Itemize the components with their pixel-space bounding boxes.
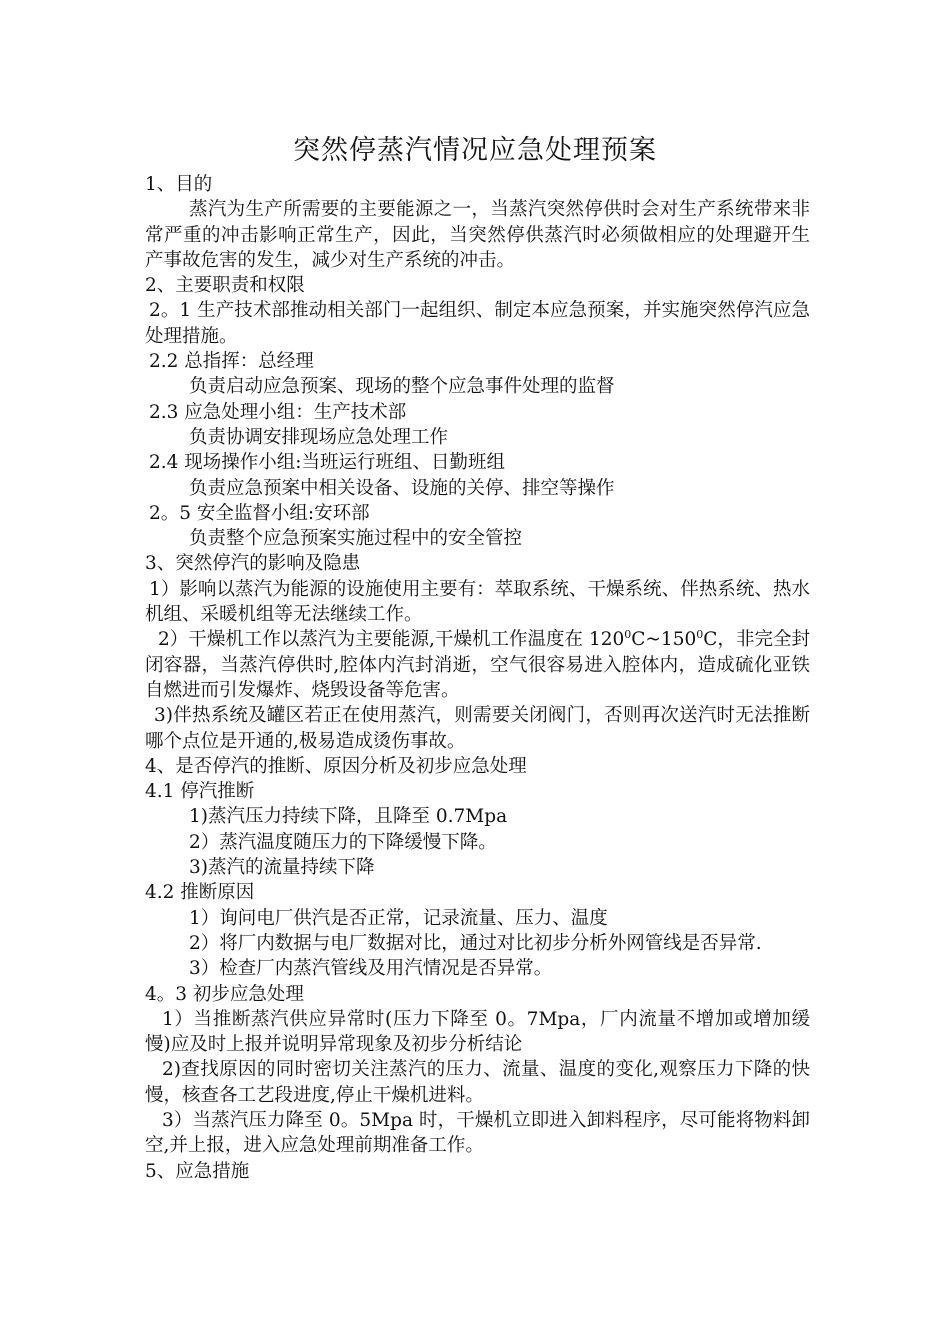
- section-2-1: 2。1 生产技术部推动相关部门一起组织、制定本应急预案，并实施突然停汽应急处理措施。: [145, 300, 810, 347]
- section-3-item-2-part-c: C，非完全封闭容器，当蒸汽停供时,腔体内汽封消逝，空气很容易进入腔体内，造成硫化亚铁自燃进而引发爆炸、烧毁设备等危害。: [145, 629, 810, 701]
- section-2-3: 2.3 应急处理小组：生产技术部: [149, 401, 407, 423]
- document-title: 突然停蒸汽情况应急处理预案: [293, 135, 657, 166]
- section-3-item-2-part-b: C~150: [631, 629, 697, 651]
- section-1-heading: 1、目的: [145, 174, 213, 195]
- section-3-item-2-part-a: 2）干燥机工作以蒸汽为主要能源,干燥机工作温度在 120: [158, 629, 625, 651]
- section-4-2-heading: 4.2 推断原因: [145, 882, 255, 904]
- section-3-item-3: 3)伴热系统及罐区若正在使用蒸汽，则需要关闭阀门，否则再次送汽时无法推断哪个点位是开通的,极易造成烫伤事故。: [145, 705, 810, 752]
- section-2-4-description: 负责应急预案中相关设备、设施的关停、排空等操作: [189, 477, 615, 499]
- section-2-4: 2.4 现场操作小组:当班运行班组、日勤班组: [149, 452, 506, 474]
- section-2-5: 2。5 安全监督小组:安环部: [149, 502, 370, 524]
- section-5-heading: 5、应急措施: [145, 1160, 250, 1182]
- section-4-3-heading: 4。3 初步应急处理: [145, 983, 304, 1005]
- section-4-3-item-1: 1）当推断蒸汽供应异常时(压力下降至 0。7Mpa，厂内流量不增加或增加缓慢)应及时上报并说明异常现象及初步分析结论: [145, 1008, 810, 1056]
- section-3-heading: 3、突然停汽的影响及隐患: [145, 553, 361, 575]
- degree-mark: 0: [624, 628, 632, 642]
- section-3-item-2: [145, 627, 810, 703]
- section-2-heading: 2、主要职责和权限: [145, 275, 305, 297]
- section-1-paragraph: 蒸汽为生产所需要的主要能源之一，当蒸汽突然停供时会对生产系统带来非常严重的冲击影响正常生产，因此，当突然停供蒸汽时必须做相应的处理避开生产事故危害的发生，减少对生产系统的冲击。: [145, 199, 810, 271]
- section-4-2-item-3: 3）检查厂内蒸汽管线及用汽情况是否异常。: [189, 958, 553, 980]
- degree-mark: 0: [696, 628, 704, 642]
- section-4-2-item-1: 1）询问电厂供汽是否正常，记录流量、压力、温度: [189, 907, 608, 929]
- section-4-heading: 4、是否停汽的推断、原因分析及初步应急处理: [145, 755, 527, 777]
- section-2-2: 2.2 总指挥：总经理: [149, 351, 314, 373]
- section-4-2-item-2: 2）将厂内数据与电厂数据对比，通过对比初步分析外网管线是否异常.: [189, 932, 762, 954]
- section-4-3-item-2: 2)查找原因的同时密切关注蒸汽的压力、流量、温度的变化,观察压力下降的快慢，核查各工艺段进度,停止干燥机进料。: [145, 1059, 810, 1106]
- section-3-item-1: 1）影响以蒸汽为能源的设施使用主要有：萃取系统、干燥系统、伴热系统、热水机组、采暖机组等无法继续工作。: [145, 578, 810, 626]
- section-4-1-heading: 4.1 停汽推断: [145, 781, 255, 803]
- section-2-2-description: 负责启动应急预案、现场的整个应急事件处理的监督: [189, 376, 615, 398]
- section-4-1-item-2: 2）蒸汽温度随压力的下降缓慢下降。: [189, 831, 497, 853]
- section-2-5-description: 负责整个应急预案实施过程中的安全管控: [189, 528, 523, 550]
- section-4-3-item-3: 3）当蒸汽压力降至 0。5Mpa 时，干燥机立即进入卸料程序，尽可能将物料卸空,并上报，进入应急处理前期准备工作。: [145, 1109, 810, 1157]
- section-4-1-item-1: 1)蒸汽压力持续下降，且降至 0.7Mpa: [189, 806, 508, 828]
- section-4-1-item-3: 3)蒸汽的流量持续下降: [189, 857, 375, 879]
- document-body: [145, 172, 810, 1184]
- section-2-3-description: 负责协调安排现场应急处理工作: [189, 426, 449, 448]
